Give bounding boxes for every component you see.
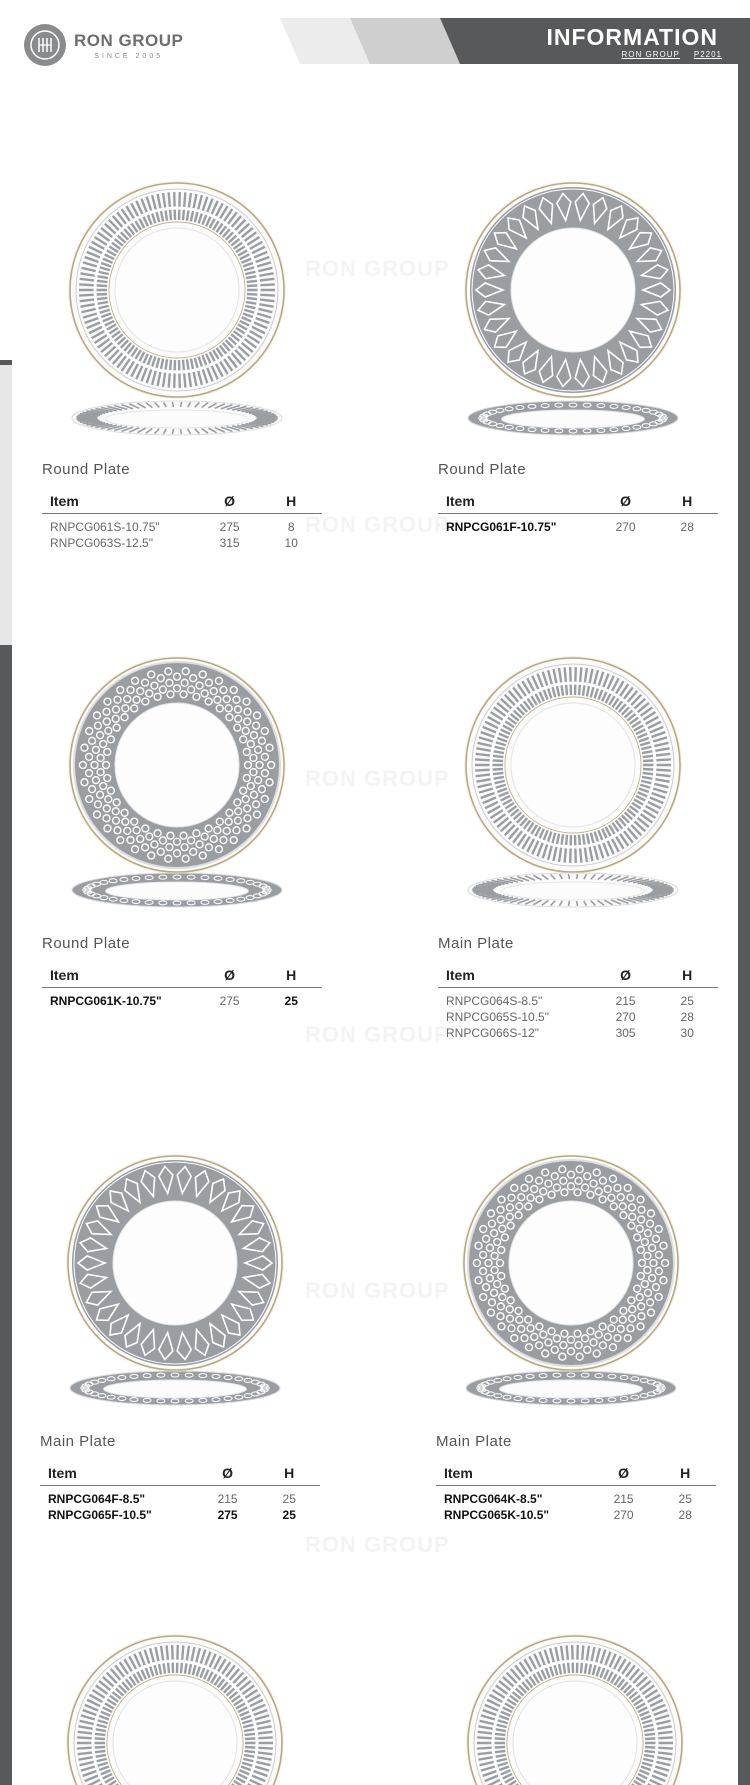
subtitle-code: P2201 [693,50,722,59]
plate-image-top [60,1148,290,1378]
plate-image-side [62,398,292,448]
cell-item: RNPCG064K-8.5" [444,1492,543,1506]
table-row [42,534,322,550]
cell-height: 25 [282,1508,296,1522]
col-header-item: Item [42,967,199,988]
col-header-diameter: Ø [197,1465,259,1486]
col-header-height: H [258,1465,320,1486]
cell-item: RNPCG066S-12" [446,1026,539,1040]
col-header-height: H [656,967,718,988]
cell-diameter: 270 [615,1010,636,1024]
col-header-height: H [260,967,322,988]
cell-item: RNPCG065F-10.5" [48,1508,152,1522]
plate-image-partial [460,1628,700,1785]
page-frame-left-accent [0,365,12,645]
cell-height: 10 [284,536,298,550]
page-subtitle [622,50,722,59]
cell-item: RNPCG061F-10.75" [446,520,557,534]
col-header-height: H [656,493,718,514]
spec-table [42,493,322,550]
cell-diameter: 215 [613,1492,634,1506]
col-header-item: Item [438,967,595,988]
watermark [305,1278,450,1304]
col-header-diameter: Ø [595,967,657,988]
col-header-item: Item [436,1465,593,1486]
spec-table-header [42,967,322,988]
cell-height: 25 [680,994,694,1008]
watermark [305,1532,450,1558]
cell-height: 28 [680,520,694,534]
col-header-height: H [654,1465,716,1486]
cell-height: 28 [678,1508,692,1522]
cell-diameter: 275 [219,520,240,534]
table-row [40,1506,320,1522]
product-title: Main Plate [40,1433,116,1450]
cell-diameter: 215 [217,1492,238,1506]
cell-height: 25 [282,1492,296,1506]
cell-height: 25 [678,1492,692,1506]
plate-image-side [458,870,688,920]
spec-table-header [436,1465,716,1486]
table-row [438,1024,718,1040]
watermark [305,256,450,282]
plate-image-top [458,175,688,405]
product-title: Round Plate [42,935,131,952]
cell-item: RNPCG061K-10.75" [50,994,162,1008]
cell-height: 28 [680,1010,694,1024]
logo-emblem-icon [24,24,66,66]
cell-height: 25 [284,994,298,1008]
table-row [438,988,718,1009]
product-title: Round Plate [438,461,527,478]
col-header-diameter: Ø [593,1465,655,1486]
cell-item: RNPCG065K-10.5" [444,1508,550,1522]
table-row [42,514,322,535]
spec-table-header [42,493,322,514]
spec-table [438,967,718,1040]
cell-item: RNPCG061S-10.75" [50,520,160,534]
table-row [40,1486,320,1507]
cell-diameter: 270 [613,1508,634,1522]
col-header-item: Item [438,493,595,514]
cell-diameter: 215 [615,994,636,1008]
watermark [305,512,450,538]
plate-image-side [456,1368,686,1418]
col-header-height: H [260,493,322,514]
spec-table [438,493,718,534]
cell-item: RNPCG064S-8.5" [446,994,543,1008]
watermark [305,766,450,792]
spec-table-header [40,1465,320,1486]
table-row [42,988,322,1009]
table-row [438,514,718,535]
plate-image-side [60,1368,290,1418]
page-frame-right [738,60,750,1785]
col-header-diameter: Ø [199,493,261,514]
plate-image-side [62,870,292,920]
plate-image-top [62,650,292,880]
product-title: Main Plate [438,935,514,952]
cell-diameter: 315 [219,536,240,550]
col-header-diameter: Ø [199,967,261,988]
subtitle-brand: RON GROUP [621,50,680,59]
col-header-item: Item [40,1465,197,1486]
plate-image-side [458,398,688,448]
spec-table [40,1465,320,1522]
spec-table-header [438,967,718,988]
watermark [305,1022,450,1048]
col-header-diameter: Ø [595,493,657,514]
brand-logo [24,24,183,66]
plate-image-top [456,1148,686,1378]
spec-table [436,1465,716,1522]
cell-height: 8 [287,520,295,534]
table-row [438,1008,718,1024]
plate-image-partial [60,1628,300,1785]
page-header [0,0,750,66]
page-title: INFORMATION [546,24,718,50]
plate-image-top [62,175,292,405]
cell-item: RNPCG065S-10.5" [446,1010,549,1024]
product-title: Main Plate [436,1433,512,1450]
table-row [436,1506,716,1522]
table-row [436,1486,716,1507]
cell-item: RNPCG064F-8.5" [48,1492,146,1506]
spec-table-header [438,493,718,514]
cell-diameter: 270 [615,520,636,534]
brand-since: SINCE 2005 [94,52,164,60]
plate-image-top [458,650,688,880]
spec-table [42,967,322,1008]
cell-diameter: 275 [219,994,240,1008]
cell-height: 30 [680,1026,694,1040]
cell-item: RNPCG063S-12.5" [50,536,153,550]
cell-diameter: 275 [217,1508,238,1522]
brand-name: RON GROUP [74,30,184,50]
cell-diameter: 305 [615,1026,636,1040]
col-header-item: Item [42,493,199,514]
product-title: Round Plate [42,461,131,478]
